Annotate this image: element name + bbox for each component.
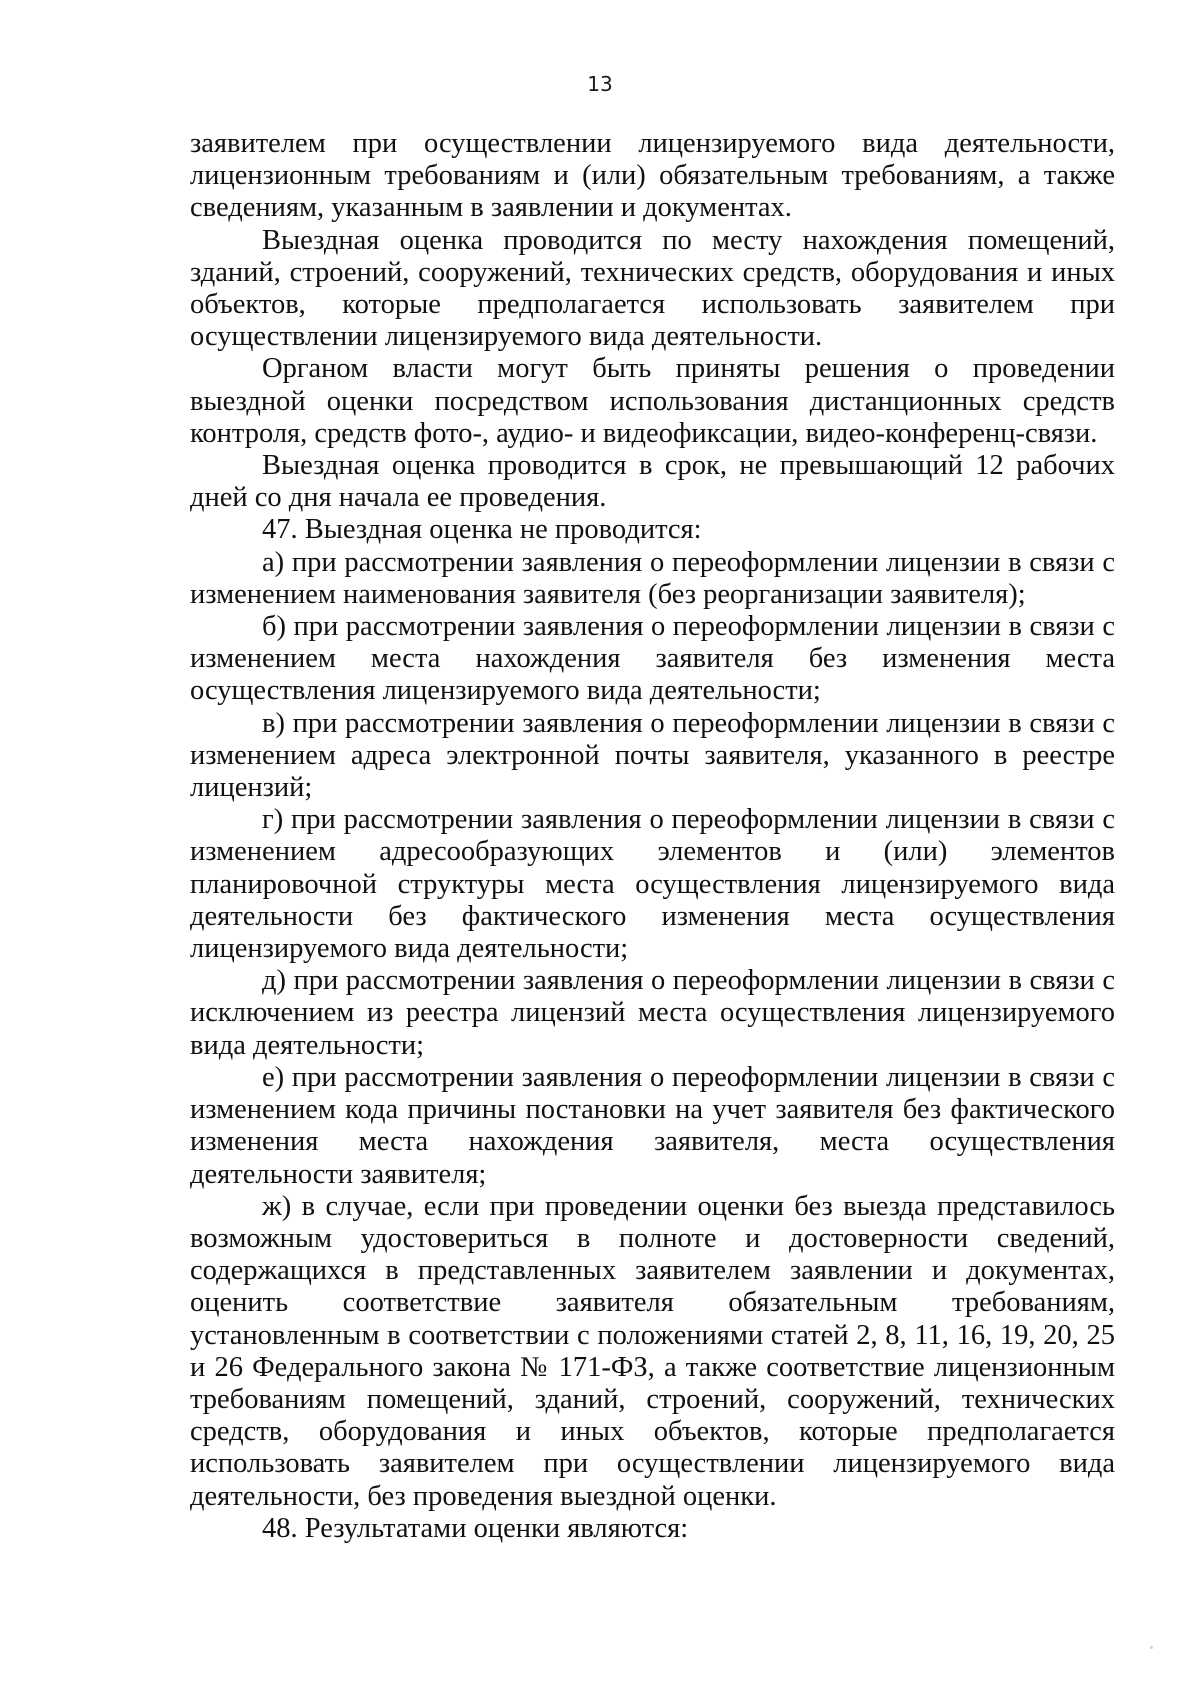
paragraph-on-site-assessment-location: Выездная оценка проводится по месту нахождения помещений, зданий, строений, сооружений, технических средств, оборудования и иных объектов, которые предполагается использовать заявителем при осуществлении лицензируемого вида деятельности. (190, 224, 1115, 353)
paragraph-remote-control-means: Органом власти могут быть приняты решения о проведении выездной оценки посредством использования дистанционных средств контроля, средств фото-, аудио- и видеофиксации, видео-конференц-связи. (190, 353, 1115, 449)
document-body (190, 128, 1115, 1545)
scan-speck (1150, 1646, 1153, 1649)
paragraph-assessment-term: Выездная оценка проводится в срок, не превышающий 12 рабочих дней со дня начала ее проведения. (190, 450, 1115, 514)
clause-47-item-g: г) при рассмотрении заявления о переоформлении лицензии в связи с изменением адресообразующих элементов и (или) элементов планировочной структуры места осуществления лицензируемого вида деятельности без фактического изменения места осуществления лицензируемого вида деятельности; (190, 804, 1115, 965)
clause-47-item-e: е) при рассмотрении заявления о переоформлении лицензии в связи с изменением кода причины постановки на учет заявителя без фактического изменения места нахождения заявителя, места осуществления деятельности заявителя; (190, 1061, 1115, 1190)
clause-48-heading: 48. Результатами оценки являются: (262, 1512, 689, 1544)
clause-47-item-b: б) при рассмотрении заявления о переоформлении лицензии в связи с изменением места нахождения заявителя без изменения места осуществления лицензируемого вида деятельности; (190, 611, 1115, 707)
clause-47-item-zh: ж) в случае, если при проведении оценки без выезда представилось возможным удостовериться в полноте и достоверности сведений, содержащихся в представленных заявителем заявлении и документах, оценить соответствие заявителя обязательным требованиям, установленным в соответствии с положениями статей 2, 8, 11, 16, 19, 20, 25 и 26 Федерального закона № 171-ФЗ, а также соответствие лицензионным требованиям помещений, зданий, строений, сооружений, технических средств, оборудования и иных объектов, которые предполагается использовать заявителем при осуществлении лицензируемого вида деятельности, без проведения выездной оценки. (190, 1190, 1115, 1512)
clause-47-item-d: д) при рассмотрении заявления о переоформлении лицензии в связи с исключением из реестра лицензий места осуществления лицензируемого вида деятельности; (190, 965, 1115, 1061)
page-number: 13 (587, 72, 613, 96)
clause-47-item-a: а) при рассмотрении заявления о переоформлении лицензии в связи с изменением наименования заявителя (без реорганизации заявителя); (190, 546, 1115, 610)
clause-47-heading: 47. Выездная оценка не проводится: (262, 514, 702, 546)
clause-47-item-v: в) при рассмотрении заявления о переоформлении лицензии в связи с изменением адреса электронной почты заявителя, указанного в реестре лицензий; (190, 707, 1115, 804)
paragraph-continuation: заявителем при осуществлении лицензируемого вида деятельности, лицензионным требованиям и (или) обязательным требованиям, а также сведениям, указанным в заявлении и документах. (190, 128, 1115, 224)
